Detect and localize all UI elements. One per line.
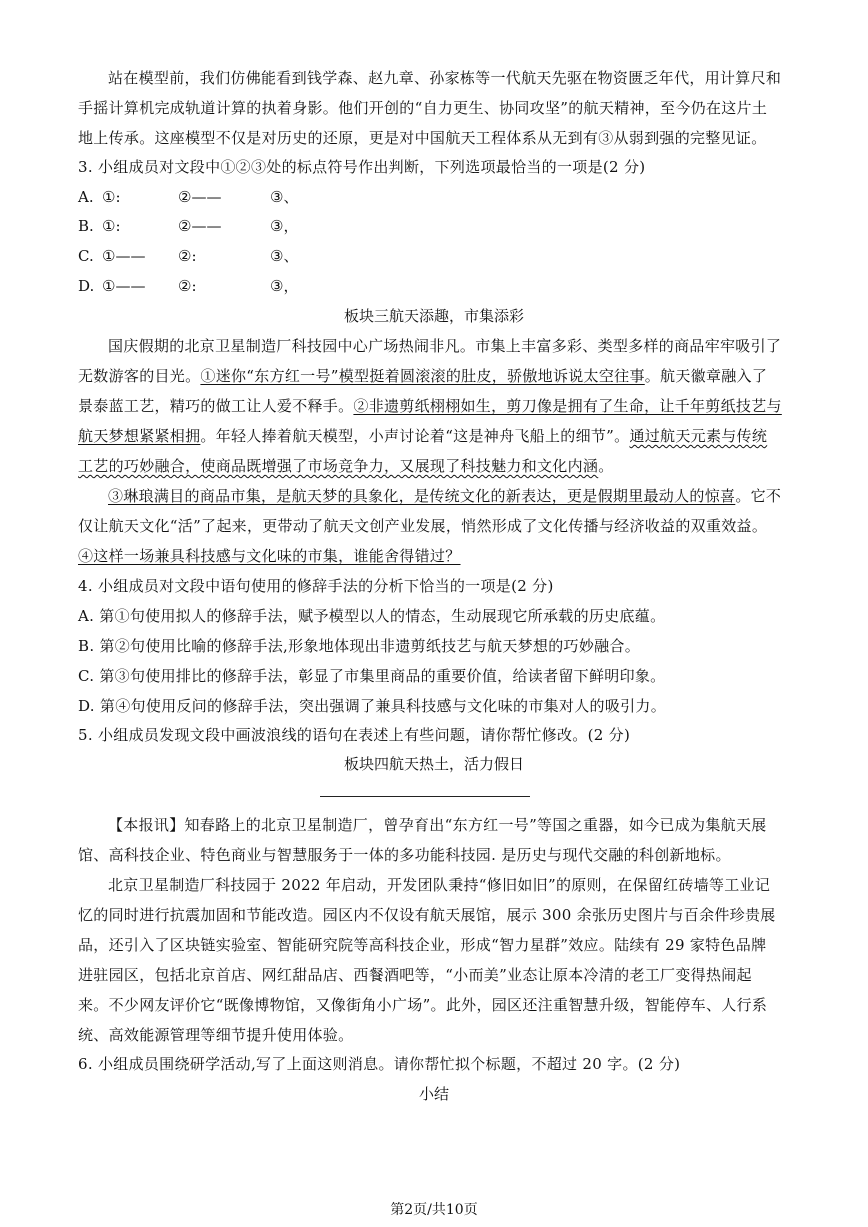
passage-line: 手摇计算机完成轨道计算的执着身影。他们开创的“自力更生、协同攻坚”的航天精神，至今仍在这片土	[78, 99, 768, 117]
underlined-sentence-4: ④这样一场兼具科技感与文化味的市集，谁能舍得错过？	[78, 547, 461, 565]
option-letter: B.	[78, 217, 94, 235]
section-3-paragraph-line	[78, 456, 614, 476]
news-line: 【本报讯】知春路上的北京卫星制造厂，曾孕育出“东方红一号”等国之重器，如今已成为集航天展	[108, 816, 767, 834]
question-5-stem: 5. 小组成员发现文段中画波浪线的语句在表述上有些问题，请你帮忙修改。(2 分)	[78, 726, 631, 744]
section-3-paragraph-line	[78, 546, 461, 566]
underlined-sentence-2: ②非遗剪纸栩栩如生，剪刀像是拥有了生命，让千年剪纸技艺与	[353, 397, 782, 415]
news-line: 进驻园区，包括北京首店、网红甜品店、西餐酒吧等，“小而美”业态让原本冷清的老工厂变得热闹起	[78, 966, 752, 984]
section-4-title: 板块四航天热土，活力假日	[343, 755, 524, 773]
section-3-paragraph-line	[78, 366, 767, 386]
question-3-stem: 3. 小组成员对文段中①②③处的标点符号作出判断，下列选项最恰当的一项是(2 分)	[78, 158, 646, 176]
section-3-paragraph-line	[108, 486, 781, 506]
option-mark-2: ②——	[178, 217, 222, 235]
option-mark-3: ③、	[270, 188, 299, 206]
plain-text: 。	[598, 457, 614, 475]
section-3-paragraph-line	[78, 396, 782, 416]
page-footer: 第2页/共10页	[390, 1202, 478, 1218]
summary-title: 小结	[418, 1085, 449, 1103]
underlined-sentence-1: ①迷你“东方红一号”模型挺着圆滚滚的肚皮，骄傲地诉说太空往事	[200, 367, 645, 385]
option-letter: C.	[78, 247, 94, 265]
plain-text: 。它不	[735, 487, 782, 505]
q4-option-b[interactable]: B. 第②句使用比喻的修辞手法,形象地体现出非遗剪纸技艺与航天梦想的巧妙融合。	[78, 637, 641, 655]
wavy-sentence-cont: 工艺的巧妙融合，使商品既增强了市场竞争力，又展现了科技魅力和文化内涵	[78, 457, 599, 475]
option-mark-1: ①——	[102, 277, 146, 295]
option-mark-3: ③，	[270, 277, 299, 295]
option-mark-2: ②:	[178, 247, 197, 265]
section-3-title: 板块三航天添趣，市集添彩	[343, 307, 524, 325]
answer-blank-line[interactable]	[320, 796, 530, 797]
plain-text: 。航天徽章融入了	[644, 367, 768, 385]
underlined-sentence-2-cont: 航天梦想紧紧相拥	[78, 427, 201, 445]
news-line: 北京卫星制造厂科技园于 2022 年启动，开发团队秉持“修旧如旧”的原则，在保留红砖墙等工业记	[108, 876, 771, 894]
q4-option-c[interactable]: C. 第③句使用排比的修辞手法，彰显了市集里商品的重要价值，给读者留下鲜明印象。	[78, 667, 666, 685]
option-mark-3: ③、	[270, 247, 299, 265]
option-letter: D.	[78, 277, 95, 295]
underlined-sentence-3: ③琳琅满目的商品市集，是航天梦的具象化，是传统文化的新表达，更是假期里最动人的惊喜	[108, 487, 736, 505]
section-3-paragraph-line	[78, 426, 767, 446]
passage-line: 地上传承。这座模型不仅是对历史的还原，更是对中国航天工程体系从无到有③从弱到强的完整见证。	[78, 129, 767, 147]
question-4-stem: 4. 小组成员对文段中语句使用的修辞手法的分析下恰当的一项是(2 分)	[78, 577, 554, 595]
section-3-paragraph-line: 仅让航天文化“活”了起来，更带动了航天文创产业发展，悄然形成了文化传播与经济收益的双重效益。	[78, 517, 768, 535]
option-mark-1: ①:	[102, 217, 121, 235]
passage-line: 站在模型前，我们仿佛能看到钱学森、赵九章、孙家栋等一代航天先驱在物资匮乏年代，用计算尺和	[108, 69, 782, 87]
option-mark-2: ②——	[178, 188, 222, 206]
q4-option-a[interactable]: A. 第①句使用拟人的修辞手法，赋予模型以人的情态，生动展现它所承载的历史底蕴。	[78, 607, 666, 625]
q4-option-d[interactable]: D. 第④句使用反问的修辞手法，突出强调了兼具科技感与文化味的市集对人的吸引力。	[78, 697, 667, 715]
news-line: 统、高效能源管理等细节提升使用体验。	[78, 1026, 354, 1044]
news-line: 品，还引入了区块链实验室、智能研究院等高科技企业，形成“智力星群”效应。陆续有 29 家特色品牌	[78, 936, 767, 954]
news-line: 馆、高科技企业、特色商业与智慧服务于一体的多功能科技园. 是历史与现代交融的科创新地标。	[78, 846, 731, 864]
option-mark-2: ②:	[178, 277, 197, 295]
option-mark-1: ①——	[102, 247, 146, 265]
question-6-stem: 6. 小组成员围绕研学活动,写了上面这则消息。请你帮忙拟个标题，不超过 20 字。(2 分)	[78, 1055, 681, 1073]
section-3-paragraph-line: 国庆假期的北京卫星制造厂科技园中心广场热闹非凡。市集上丰富多彩、类型多样的商品牢牢吸引了	[108, 337, 782, 355]
wavy-sentence: 通过航天元素与传统	[629, 427, 768, 445]
plain-text: 。年轻人捧着航天模型，小声讨论着“这是神舟飞船上的细节”。	[200, 427, 630, 445]
option-letter: A.	[78, 188, 94, 206]
option-mark-3: ③，	[270, 217, 299, 235]
plain-text: 无数游客的目光。	[78, 367, 201, 385]
news-line: 来。不少网友评价它“既像博物馆，又像街角小广场”。此外，园区还注重智慧升级，智能停车、人行系	[78, 996, 768, 1014]
option-mark-1: ①:	[102, 188, 121, 206]
plain-text: 景泰蓝工艺，精巧的做工让人爱不释手。	[78, 397, 354, 415]
news-line: 忆的同时进行抗震加固和节能改造。园区内不仅设有航天展馆，展示 300 余张历史图片与百余件珍贵展	[78, 906, 776, 924]
